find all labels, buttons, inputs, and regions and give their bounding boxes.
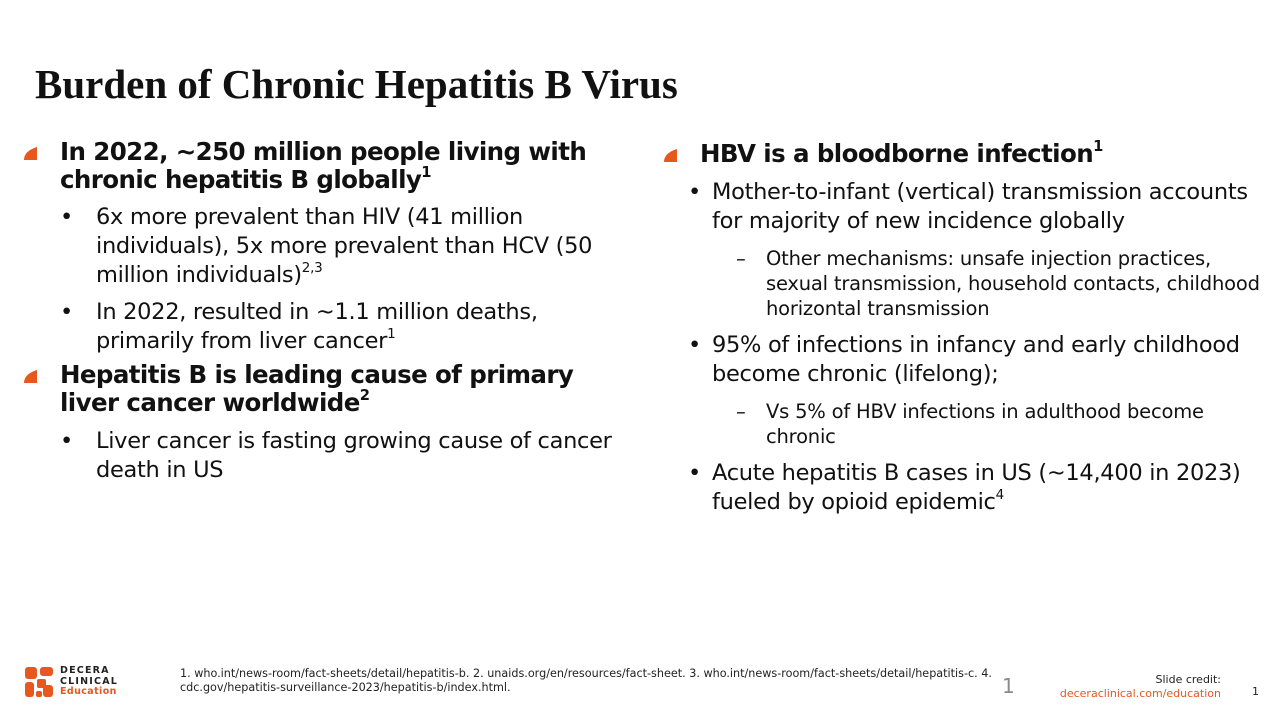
left-sub-bullet-1 xyxy=(24,203,614,290)
right-sub-bullet-2-text: 95% of infections in infancy and early childhood become chronic (lifelong); xyxy=(712,332,1240,387)
right-column xyxy=(664,140,1264,517)
right-bullet-1-sup: 1 xyxy=(1093,138,1103,156)
dash-bullet-icon: – xyxy=(736,247,746,270)
page-number: 1 xyxy=(1252,685,1259,698)
logo-line-1: DECERA xyxy=(60,665,110,676)
logo-line-2: CLINICAL xyxy=(60,675,119,687)
dot-bullet-icon: • xyxy=(688,460,701,486)
dot-bullet-icon: • xyxy=(60,299,73,325)
logo-line-3: Education xyxy=(60,686,117,697)
slide-number-center: 1 xyxy=(1002,674,1015,698)
dot-bullet-icon: • xyxy=(60,204,73,230)
left-sub-bullet-1-sup: 2,3 xyxy=(301,260,323,277)
dot-bullet-icon: • xyxy=(60,428,73,454)
left-bullet-1-text: In 2022, ~250 million people living with chronic hepatitis B globally xyxy=(60,137,587,194)
left-sub-bullet-2 xyxy=(24,298,614,356)
right-sub-bullet-3-sup: 4 xyxy=(995,487,1004,504)
left-sub-bullet-2-sup: 1 xyxy=(387,326,396,343)
left-sub-bullet-1-text: 6x more prevalent than HIV (41 million individuals), 5x more prevalent than HCV (50 million individuals) xyxy=(96,204,593,288)
right-sub-bullet-1-text: Mother-to-infant (vertical) transmission accounts for majority of new incidence globally xyxy=(712,179,1248,234)
decera-logo-icon xyxy=(25,667,53,697)
dot-bullet-icon: • xyxy=(688,332,701,358)
right-sub-bullet-3-text: Acute hepatitis B cases in US (~14,400 in 2023) fueled by opioid epidemic xyxy=(712,460,1241,515)
left-column xyxy=(24,138,614,485)
dot-bullet-icon: • xyxy=(688,179,701,205)
left-bullet-1 xyxy=(24,138,614,194)
logo-wordmark xyxy=(60,666,118,698)
bullet-marker-icon xyxy=(24,370,37,383)
decera-logo xyxy=(25,666,118,698)
bullet-marker-icon xyxy=(24,147,37,160)
left-bullet-1-sup: 1 xyxy=(421,164,431,182)
left-bullet-2-text: Hepatitis B is leading cause of primary liver cancer worldwide xyxy=(60,360,574,417)
right-sub-bullet-2 xyxy=(664,331,1264,389)
left-sub-bullet-3 xyxy=(24,427,614,485)
slide-title: Burden of Chronic Hepatitis B Virus xyxy=(35,61,678,107)
slide-credit xyxy=(1060,673,1221,701)
right-sub-bullet-1 xyxy=(664,178,1264,236)
right-sub-sub-bullet-1 xyxy=(664,246,1264,321)
left-sub-bullet-2-text: In 2022, resulted in ~1.1 million deaths, primarily from liver cancer xyxy=(96,299,538,354)
right-sub-bullet-3 xyxy=(664,459,1264,517)
left-bullet-2-sup: 2 xyxy=(359,387,370,405)
slide-credit-link[interactable]: deceraclinical.com/education xyxy=(1059,687,1221,700)
dash-bullet-icon: – xyxy=(736,400,746,423)
left-sub-bullet-3-text: Liver cancer is fasting growing cause of cancer death in US xyxy=(96,428,612,483)
right-sub-sub-bullet-2-text: Vs 5% of HBV infections in adulthood become chronic xyxy=(766,400,1204,448)
right-bullet-1 xyxy=(664,140,1264,168)
slide-credit-label: Slide credit: xyxy=(1155,673,1221,686)
right-bullet-1-text: HBV is a bloodborne infection xyxy=(700,139,1094,168)
right-sub-sub-bullet-2 xyxy=(664,399,1264,449)
right-sub-sub-bullet-1-text: Other mechanisms: unsafe injection practices, sexual transmission, household contacts, childhood horizontal transmission xyxy=(766,247,1260,320)
left-bullet-2 xyxy=(24,361,614,417)
references: 1. who.int/news-room/fact-sheets/detail/hepatitis-b. 2. unaids.org/en/resources/fact-sheet. 3. who.int/news-room/fact-sheets/detail/hepatitis-c. 4. cdc.gov/hepatitis-surveillance-2023/hepatitis-b/index.html. xyxy=(180,667,992,694)
bullet-marker-icon xyxy=(664,149,677,162)
